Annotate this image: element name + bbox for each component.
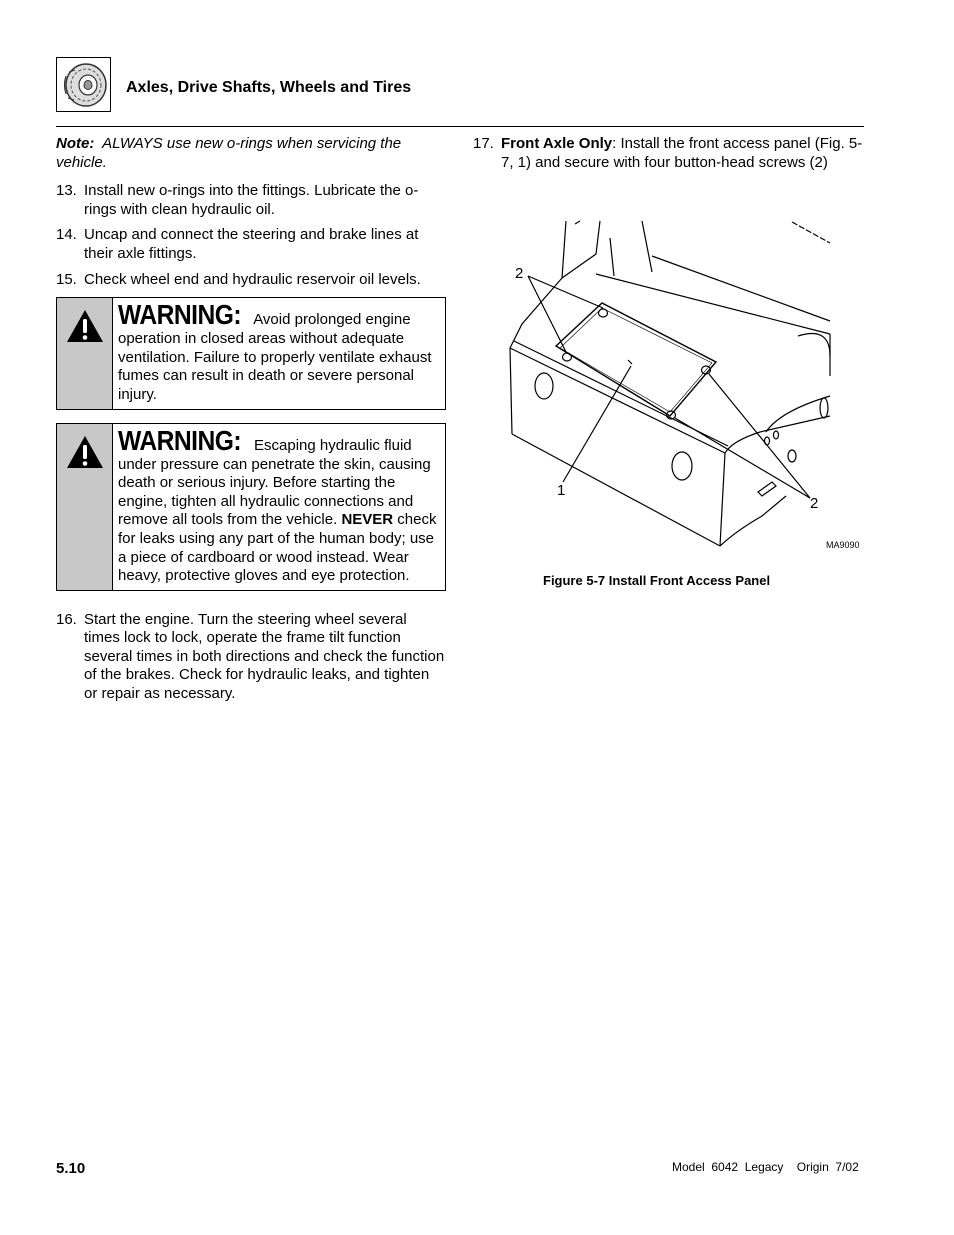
left-column <box>56 135 446 711</box>
step-text: Uncap and connect the steering and brake lines at their axle fittings. <box>84 226 419 262</box>
note <box>56 135 446 172</box>
page-title: Axles, Drive Shafts, Wheels and Tires <box>126 79 412 96</box>
step-14 <box>56 226 446 263</box>
right-column <box>473 135 863 179</box>
warning-heading: WARNING: <box>118 424 242 456</box>
step-emphasis: Front Axle Only <box>501 135 613 152</box>
page-number: 5.10 <box>56 1160 86 1177</box>
step-number: 15. <box>56 270 77 288</box>
figure-callout-panel: 1 <box>557 482 566 499</box>
warning-sidebar <box>57 424 113 590</box>
note-label: Note: <box>56 135 95 152</box>
step-number: 16. <box>56 610 77 628</box>
tire-wheel-icon <box>57 58 110 111</box>
figure-code: MA9090 <box>826 540 860 550</box>
warning-emphasis: NEVER <box>341 511 394 529</box>
step-16 <box>56 611 446 704</box>
warning-triangle-icon <box>65 434 105 470</box>
step-text <box>501 135 863 172</box>
step-number: 14. <box>56 226 77 244</box>
warning-heading: WARNING: <box>118 299 242 331</box>
warning-text: Avoid prolonged engine operation in closed areas without adequate ventilation. Failure to properly ventilate exhaust fumes can result in death or severe personal injury. <box>118 311 432 403</box>
note-text: ALWAYS use new o-rings when servicing the vehicle. <box>56 135 402 171</box>
warning-body <box>113 298 445 408</box>
header-icon-box <box>56 57 111 112</box>
warning-box-hydraulic <box>56 423 446 591</box>
step-text-body: : Install the front access panel (Fig. 5-7, 1) and secure with four button-head screws (2) <box>501 135 863 171</box>
figure-caption: Figure 5-7 Install Front Access Panel <box>543 573 771 588</box>
step-text: Start the engine. Turn the steering wheel several times lock to lock, operate the frame tilt function several times in both directions and check the function of the brakes. Check for hydraulic leaks, and tighten or repair as necessary. <box>84 610 445 703</box>
warning-triangle-icon <box>65 308 105 344</box>
figure-callout-screws-bottom: 2 <box>810 495 819 512</box>
step-number: 17. <box>473 135 494 152</box>
step-text: Check wheel end and hydraulic reservoir oil levels. <box>84 270 421 288</box>
warning-body <box>113 424 445 590</box>
step-number: 13. <box>56 182 77 200</box>
warning-box-ventilation <box>56 297 446 409</box>
warning-sidebar <box>57 298 113 408</box>
step-text: Install new o-rings into the fittings. Lubricate the o-rings with clean hydraulic oil. <box>84 182 419 218</box>
step-17 <box>473 135 863 172</box>
warning-text-continued: check for leaks using any part of the human body; use a piece of cardboard or wood instead. Wear heavy, protective gloves and eye protection. <box>118 511 437 585</box>
footer-model-info: Model 6042 Legacy Origin 7/02 <box>672 1160 859 1174</box>
step-13 <box>56 182 446 219</box>
header-divider <box>56 126 864 127</box>
figure-callout-screws-top: 2 <box>515 265 524 282</box>
step-15 <box>56 271 446 290</box>
warning-text: Escaping hydraulic fluid under pressure can penetrate the skin, causing death or serious injury. Before starting the engine, tighten all hydraulic connections and remove all tools from the vehicle. <box>118 436 431 529</box>
